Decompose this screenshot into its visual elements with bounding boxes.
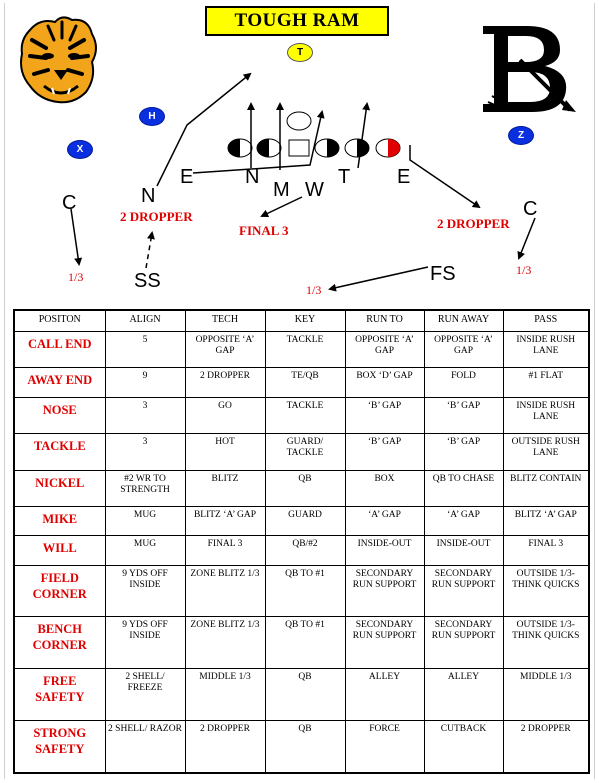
pass-cell: FINAL 3: [503, 536, 589, 565]
run-away-cell: FOLD: [424, 368, 503, 397]
align-cell: 9 YDS OFF INSIDE: [105, 617, 185, 669]
align-cell: 3: [105, 397, 185, 433]
position-name: MIKE: [14, 506, 105, 535]
key-cell: QB/#2: [265, 536, 345, 565]
table-row: [14, 617, 589, 669]
offense-h-marker: H: [139, 107, 165, 126]
table-row: [14, 669, 589, 721]
align-cell: 2 SHELL/ FREEZE: [105, 669, 185, 721]
run-away-cell: OPPOSITE ‘A’ GAP: [424, 332, 503, 368]
align-cell: 9 YDS OFF INSIDE: [105, 565, 185, 617]
run-to-cell: BOX ‘D’ GAP: [345, 368, 424, 397]
column-header: KEY: [265, 310, 345, 332]
align-cell: 9: [105, 368, 185, 397]
key-cell: GUARD: [265, 506, 345, 535]
column-header: RUN TO: [345, 310, 424, 332]
column-header: PASS: [503, 310, 589, 332]
tech-cell: HOT: [185, 434, 265, 470]
table-row: [14, 397, 589, 433]
table-row: [14, 506, 589, 535]
run-to-cell: ‘B’ GAP: [345, 434, 424, 470]
run-away-cell: ‘A’ GAP: [424, 506, 503, 535]
align-cell: #2 WR TO STRENGTH: [105, 470, 185, 506]
pass-cell: MIDDLE 1/3: [503, 669, 589, 721]
key-cell: TACKLE: [265, 397, 345, 433]
align-cell: MUG: [105, 506, 185, 535]
key-cell: QB: [265, 470, 345, 506]
key-cell: GUARD/ TACKLE: [265, 434, 345, 470]
table-header-row: [14, 310, 589, 332]
tech-cell: FINAL 3: [185, 536, 265, 565]
offense-t-marker: T: [287, 43, 313, 62]
pass-cell: OUTSIDE RUSH LANE: [503, 434, 589, 470]
offense-z-marker: Z: [508, 126, 534, 145]
key-cell: QB TO #1: [265, 565, 345, 617]
run-away-cell: ‘B’ GAP: [424, 397, 503, 433]
column-header: TECH: [185, 310, 265, 332]
table-row: [14, 720, 589, 773]
tech-cell: OPPOSITE ‘A’ GAP: [185, 332, 265, 368]
key-cell: QB TO #1: [265, 617, 345, 669]
run-to-cell: INSIDE-OUT: [345, 536, 424, 565]
pass-cell: BLITZ CONTAIN: [503, 470, 589, 506]
table-row: [14, 565, 589, 617]
run-away-cell: ALLEY: [424, 669, 503, 721]
tight-end: [376, 139, 400, 157]
table-row: [14, 434, 589, 470]
run-away-cell: INSIDE-OUT: [424, 536, 503, 565]
position-name: CALL END: [14, 332, 105, 368]
position-name: NICKEL: [14, 470, 105, 506]
label-tackle: T: [338, 166, 351, 188]
table-row: [14, 470, 589, 506]
tech-cell: MIDDLE 1/3: [185, 669, 265, 721]
run-to-cell: ALLEY: [345, 669, 424, 721]
pass-cell: BLITZ ‘A’ GAP: [503, 506, 589, 535]
offense-x-marker: X: [67, 140, 93, 159]
pass-cell: #1 FLAT: [503, 368, 589, 397]
pass-cell: OUTSIDE 1/3- THINK QUICKS: [503, 565, 589, 617]
tech-cell: GO: [185, 397, 265, 433]
position-name: STRONG SAFETY: [14, 720, 105, 773]
align-cell: 2 SHELL/ RAZOR: [105, 720, 185, 773]
position-name: FIELD CORNER: [14, 565, 105, 617]
align-cell: 5: [105, 332, 185, 368]
align-cell: 3: [105, 434, 185, 470]
position-name: AWAY END: [14, 368, 105, 397]
run-away-cell: ‘B’ GAP: [424, 434, 503, 470]
run-to-cell: OPPOSITE ‘A’ GAP: [345, 332, 424, 368]
run-away-cell: CUTBACK: [424, 720, 503, 773]
label-corner-right: C: [523, 198, 538, 220]
run-away-cell: QB TO CHASE: [424, 470, 503, 506]
label-free-safety: FS: [430, 263, 456, 285]
assignment-final-3: FINAL 3: [239, 223, 289, 238]
lineman-rt: [345, 139, 369, 157]
run-to-cell: FORCE: [345, 720, 424, 773]
tech-cell: ZONE BLITZ 1/3: [185, 565, 265, 617]
position-name: FREE SAFETY: [14, 669, 105, 721]
lineman-rg: [315, 139, 339, 157]
table-row: [14, 332, 589, 368]
table-row: [14, 368, 589, 397]
zone-third-right: 1/3: [516, 263, 532, 277]
lineman-lg: [257, 139, 281, 157]
pass-cell: 2 DROPPER: [503, 720, 589, 773]
ram-letter-logo: [483, 26, 576, 112]
label-mike: M: [273, 179, 290, 201]
run-away-cell: SECONDARY RUN SUPPORT: [424, 617, 503, 669]
position-name: TACKLE: [14, 434, 105, 470]
column-header: ALIGN: [105, 310, 185, 332]
page-title: TOUGH RAM: [205, 6, 389, 36]
zone-third-middle: 1/3: [306, 283, 322, 297]
align-cell: MUG: [105, 536, 185, 565]
tech-cell: BLITZ: [185, 470, 265, 506]
label-strong-safety: SS: [134, 270, 161, 292]
table-row: [14, 536, 589, 565]
label-will: W: [305, 179, 324, 201]
lineman-lt: [228, 139, 252, 157]
label-end-left: E: [180, 166, 194, 188]
position-name: BENCH CORNER: [14, 617, 105, 669]
label-end-right: E: [397, 166, 411, 188]
tech-cell: BLITZ ‘A’ GAP: [185, 506, 265, 535]
assignment-table: [13, 309, 590, 774]
column-header: RUN AWAY: [424, 310, 503, 332]
assignment-dropper-right: 2 DROPPER: [437, 216, 510, 231]
run-to-cell: SECONDARY RUN SUPPORT: [345, 565, 424, 617]
label-nickel: N: [141, 185, 156, 207]
tiger-logo: [21, 17, 96, 102]
pass-cell: INSIDE RUSH LANE: [503, 332, 589, 368]
run-away-cell: SECONDARY RUN SUPPORT: [424, 565, 503, 617]
label-corner-left: C: [62, 192, 77, 214]
position-name: NOSE: [14, 397, 105, 433]
position-name: WILL: [14, 536, 105, 565]
zone-third-left: 1/3: [68, 270, 84, 284]
pass-cell: OUTSIDE 1/3- THINK QUICKS: [503, 617, 589, 669]
run-to-cell: ‘A’ GAP: [345, 506, 424, 535]
tech-cell: ZONE BLITZ 1/3: [185, 617, 265, 669]
tech-cell: 2 DROPPER: [185, 368, 265, 397]
run-to-cell: BOX: [345, 470, 424, 506]
label-nose: N: [245, 166, 260, 188]
column-header: POSITON: [14, 310, 105, 332]
pass-cell: INSIDE RUSH LANE: [503, 397, 589, 433]
key-cell: QB: [265, 669, 345, 721]
assignment-dropper-left: 2 DROPPER: [120, 209, 193, 224]
key-cell: TACKLE: [265, 332, 345, 368]
key-cell: TE/QB: [265, 368, 345, 397]
tech-cell: 2 DROPPER: [185, 720, 265, 773]
run-to-cell: SECONDARY RUN SUPPORT: [345, 617, 424, 669]
run-to-cell: ‘B’ GAP: [345, 397, 424, 433]
key-cell: QB: [265, 720, 345, 773]
